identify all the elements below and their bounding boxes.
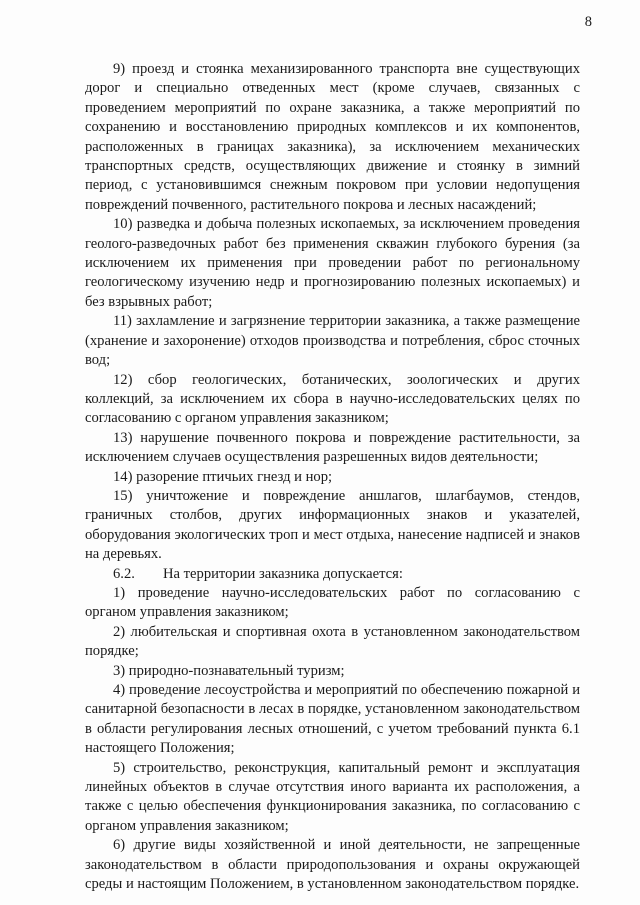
section-number: 6.2. — [113, 565, 135, 582]
prohibition-item-13: 13) нарушение почвенного покрова и повреждение растительности, за исключением случаев осуществления разрешенных видов деятельности; — [85, 429, 580, 466]
allowed-item-2: 2) любительская и спортивная охота в установленном законодательством порядке; — [85, 623, 580, 660]
prohibition-item-15: 15) уничтожение и повреждение аншлагов, шлагбаумов, стендов, граничных столбов, других информационных знаков и указателей, оборудования экологических троп и мест отдыха, нанесение надписей и знаков на деревьях. — [85, 487, 580, 563]
allowed-item-5: 5) строительство, реконструкция, капитальный ремонт и эксплуатация линейных объектов в случае отсутствия иного варианта их расположения, а также с целью обеспечения функционирования заказника, по согласованию с органом управления заказником; — [85, 759, 580, 834]
allowed-item-1: 1) проведение научно-исследовательских работ по согласованию с органом управления заказником; — [85, 584, 580, 621]
document-body — [85, 60, 580, 894]
allowed-item-4: 4) проведение лесоустройства и мероприятий по обеспечению пожарной и санитарной безопасности в лесах в порядке, установленном законодательством в области регулирования лесных отношений, с учетом требований пункта 6.1 настоящего Положения; — [85, 682, 580, 757]
allowed-item-3: 3) природно-познавательный туризм; — [113, 662, 345, 679]
page-number: 8 — [584, 14, 592, 30]
prohibition-item-12: 12) сбор геологических, ботанических, зоологических и других коллекций, за исключением их сбора в научно-исследовательских целях по согласованию с органом управления заказником; — [85, 371, 580, 427]
allowed-item-6: 6) другие виды хозяйственной и иной деятельности, не запрещенные законодательством в области природопользования и охраны окружающей среды и настоящим Положением, в установленном законодательством порядке. — [85, 837, 580, 893]
prohibition-item-9: 9) проезд и стоянка механизированного транспорта вне существующих дорог и специально отведенных мест (кроме случаев, связанных с проведением мероприятий по охране заказника, а также мероприятий по сохранению и восстановлению природных комплексов и их компонентов, расположенных в границах заказника), за исключением механических транспортных средств, осуществляющих движение и стоянку в зимний период, с установившимся снежным покровом при условии недопущения повреждений почвенного, растительного покрова и лесных насаждений; — [85, 61, 580, 213]
section-heading — [85, 565, 580, 584]
prohibition-item-14: 14) разорение птичьих гнезд и нор; — [113, 468, 333, 485]
prohibition-item-11: 11) захламление и загрязнение территории заказника, а также размещение (хранение и захоронение) отходов производства и потребления, сброс сточных вод; — [85, 313, 580, 369]
section-title: На территории заказника допускается: — [163, 565, 403, 582]
prohibition-item-10: 10) разведка и добыча полезных ископаемых, за исключением проведения геолого-разведочных работ без применения скважин глубокого бурения (за исключением их применения при проведении работ по региональному геологическому изучению недр и прогнозированию полезных ископаемых) и без взрывных работ; — [85, 216, 580, 310]
